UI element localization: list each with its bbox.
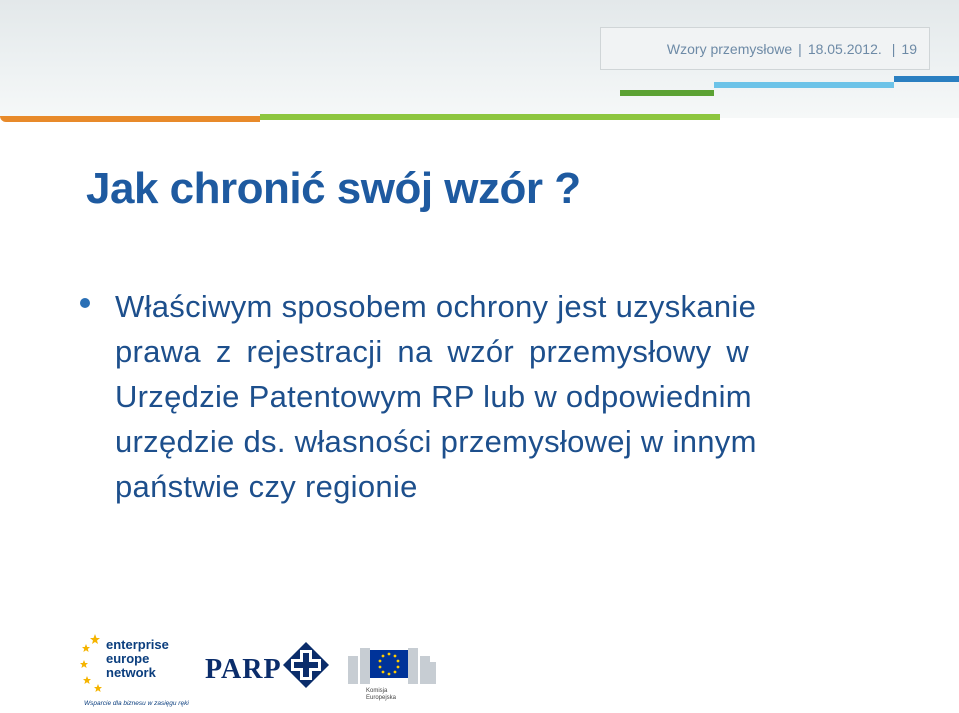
bullet-line: Urzędzie Patentowym RP lub w odpowiednim	[115, 379, 752, 414]
header-stripe-green	[260, 114, 720, 120]
ec-wordmark	[366, 688, 396, 702]
header-info-box	[600, 27, 930, 70]
header-separator: |	[891, 40, 896, 57]
bullet-line: państwie czy regionie	[115, 469, 418, 504]
een-line: europe	[106, 651, 150, 666]
header-separator: |	[798, 40, 802, 57]
footer-logos	[80, 630, 460, 710]
ec-line: Europejska	[366, 695, 397, 701]
parp-wordmark: PARP	[205, 654, 282, 685]
een-tagline: Wsparcie dla biznesu w zasięgu ręki	[84, 700, 189, 707]
header-stripe-darkgreen	[620, 90, 714, 96]
parp-emblem-icon	[283, 642, 329, 688]
bullet-line: urzędzie ds. własności przemysłowej w innym	[115, 424, 757, 459]
bullet-line: prawa z rejestracji na wzór przemysłowy w	[115, 334, 750, 369]
een-line: network	[106, 665, 156, 680]
header-stripe-orange	[0, 116, 260, 122]
presentation-title: Wzory przemysłowe	[666, 40, 793, 57]
enterprise-europe-network-logo	[80, 630, 190, 710]
presentation-date: 18.05.2012.	[807, 40, 882, 57]
header-stripe-blue	[894, 76, 959, 82]
header-stripe-lightblue	[714, 82, 894, 88]
bullet-list	[80, 284, 910, 509]
een-line: enterprise	[106, 637, 169, 652]
bullet-text	[115, 284, 910, 509]
een-wordmark	[106, 638, 169, 680]
page-number: 19	[901, 40, 917, 57]
bullet-line: Właściwym sposobem ochrony jest uzyskanie	[115, 289, 757, 324]
european-commission-logo	[346, 638, 438, 702]
slide-title: Jak chronić swój wzór ?	[86, 164, 581, 213]
ec-building-icon	[346, 638, 438, 688]
parp-logo	[205, 640, 330, 690]
bullet-dot-icon	[80, 298, 90, 308]
bullet-item	[80, 284, 910, 509]
ec-line: Komisja	[366, 688, 388, 694]
